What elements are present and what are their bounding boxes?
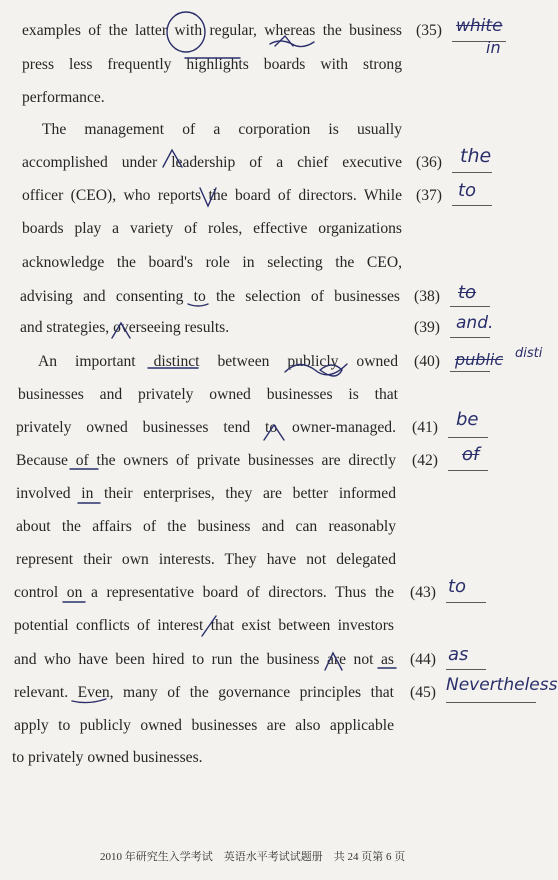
passage-line-10: and strategies, overseeing results.	[20, 319, 230, 336]
handwritten-answer-38: to	[458, 282, 477, 303]
question-number-43: (43)	[410, 584, 436, 601]
question-number-35: (35)	[416, 22, 442, 39]
passage-line-18: control on a representative board of directors. Thus the	[14, 584, 394, 601]
question-number-37: (37)	[416, 187, 442, 204]
underline-mark-even	[72, 699, 106, 703]
passage-line-9: advising and consenting to the selection of businesses	[20, 288, 400, 305]
circle-mark-with	[167, 12, 205, 52]
question-number-36: (36)	[416, 154, 442, 171]
question-number-42: (42)	[412, 452, 438, 469]
passage-line-17: represent their own interests. They have not delegated	[16, 551, 396, 568]
handwritten-answer-40: public	[455, 350, 504, 369]
passage-line-20: and who have been hired to run the business are not as	[14, 651, 394, 668]
passage-line-22: apply to publicly owned businesses are also applicable	[14, 717, 394, 734]
question-number-44: (44)	[410, 651, 436, 668]
passage-line-13: privately owned businesses tend to owner-managed.	[16, 419, 396, 436]
page-footer: 2010 年研究生入学考试 英语水平考试试题册 共 24 页第 6 页	[100, 851, 406, 863]
handwritten-answer-37: to	[458, 180, 477, 201]
passage-line-4: The management of a corporation is usually	[42, 121, 402, 138]
question-number-38: (38)	[414, 288, 440, 305]
underline-mark-to	[188, 304, 208, 306]
handwritten-answer-40-alt: disti	[515, 346, 543, 361]
passage-line-6: officer (CEO), who reports the board of directors. While	[22, 187, 402, 204]
handwritten-answer-44: as	[448, 644, 469, 665]
passage-line-19: potential conflicts of interest that exist between investors	[14, 617, 394, 634]
slash-mark-43	[202, 616, 216, 636]
passage-line-1: examples of the latter with regular, whereas the business	[22, 22, 402, 39]
question-number-41: (41)	[412, 419, 438, 436]
question-number-40: (40)	[414, 353, 440, 370]
handwritten-answer-36: the	[460, 145, 492, 167]
caret-mark-36	[163, 150, 182, 167]
passage-line-15: involved in their enterprises, they are better informed	[16, 485, 396, 502]
handwritten-answer-39: and.	[456, 313, 494, 333]
passage-line-21: relevant. Even, many of the governance principles that	[14, 684, 394, 701]
passage-line-12: businesses and privately owned businesses is that	[18, 386, 398, 403]
caret-mark-41	[264, 425, 284, 440]
passage-line-5: accomplished under leadership of a chief executive	[22, 154, 402, 171]
passage-line-16: about the affairs of the business and can reasonably	[16, 518, 396, 535]
question-number-39: (39)	[414, 319, 440, 336]
caret-mark-39	[112, 323, 130, 338]
passage-line-11: An important distinct between publicly owned	[38, 353, 398, 370]
handwritten-answer-35-alt: in	[486, 38, 501, 57]
caret-mark-44	[325, 653, 342, 670]
handwritten-answer-41: be	[456, 409, 479, 430]
handwritten-answer-42: of	[462, 444, 480, 465]
handwritten-answer-45: Nevertheless	[446, 675, 558, 695]
passage-line-7: boards play a variety of roles, effective organizations	[22, 220, 402, 237]
passage-line-8: acknowledge the board's role in selecting the CEO,	[22, 254, 402, 271]
caret-mark-37	[200, 188, 216, 206]
question-number-45: (45)	[410, 684, 436, 701]
scribble-mark-publicly	[285, 364, 347, 375]
passage-line-14: Because of the owners of private businesses are directly	[16, 452, 396, 469]
handwritten-answer-35: white	[456, 16, 503, 36]
passage-line-2: press less frequently highlights boards with strong	[22, 56, 402, 73]
passage-line-3: performance.	[22, 89, 105, 106]
passage-line-23: to privately owned businesses.	[12, 749, 203, 766]
handwritten-answer-43: to	[448, 576, 467, 597]
